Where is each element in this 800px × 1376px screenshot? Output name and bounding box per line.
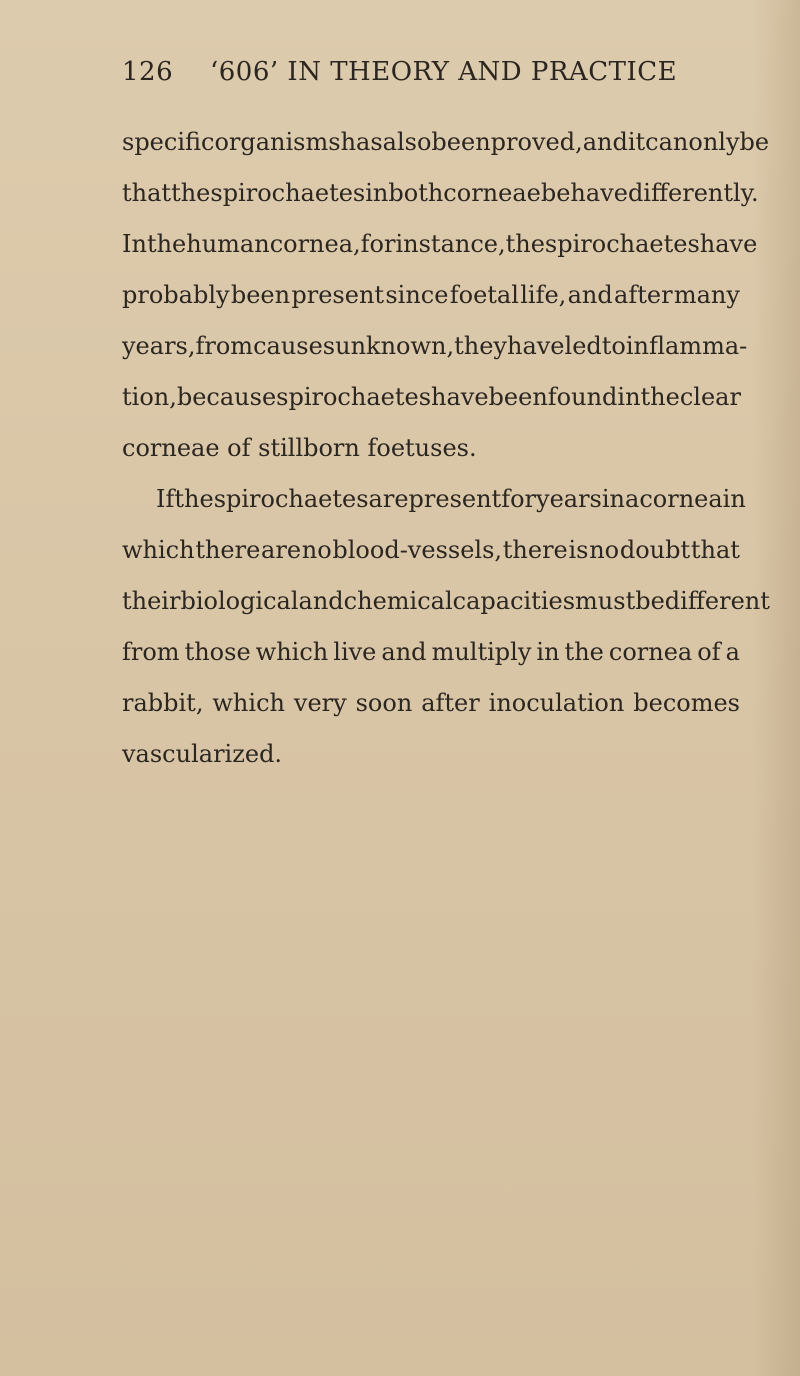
- text-line: that the spirochaetes in both corneae behave differently.: [122, 179, 759, 207]
- running-title: ‘606’ IN THEORY AND PRACTICE: [210, 57, 678, 87]
- text-line: If the spirochaetes are present for years in a cornea in: [156, 485, 746, 513]
- text-line: corneae of stillborn foetuses.: [122, 434, 477, 462]
- text-line: years, from causes unknown, they have led to inflamma-: [122, 332, 748, 360]
- text-line: tion, because spirochaetes have been found in the clear: [122, 383, 741, 411]
- paragraph-2: [122, 474, 770, 780]
- running-header: [122, 57, 682, 97]
- text-line: specific organisms has also been proved, and it can only be: [122, 128, 770, 156]
- text-line: which there are no blood-vessels, there is no doubt that: [122, 536, 740, 564]
- text-line: vascularized.: [122, 740, 283, 768]
- paragraph-1: [122, 117, 770, 474]
- text-line: from those which live and multiply in the cornea of a: [122, 638, 740, 666]
- text-line: In the human cornea, for instance, the spirochaetes have: [122, 230, 758, 258]
- text-line: their biological and chemical capacities must be different: [122, 587, 770, 615]
- body-text: [122, 117, 770, 780]
- text-line: rabbit, which very soon after inoculation becomes: [122, 689, 740, 717]
- text-line: probably been present since foetal life, and after many: [122, 281, 740, 309]
- page-number: 126: [122, 57, 174, 87]
